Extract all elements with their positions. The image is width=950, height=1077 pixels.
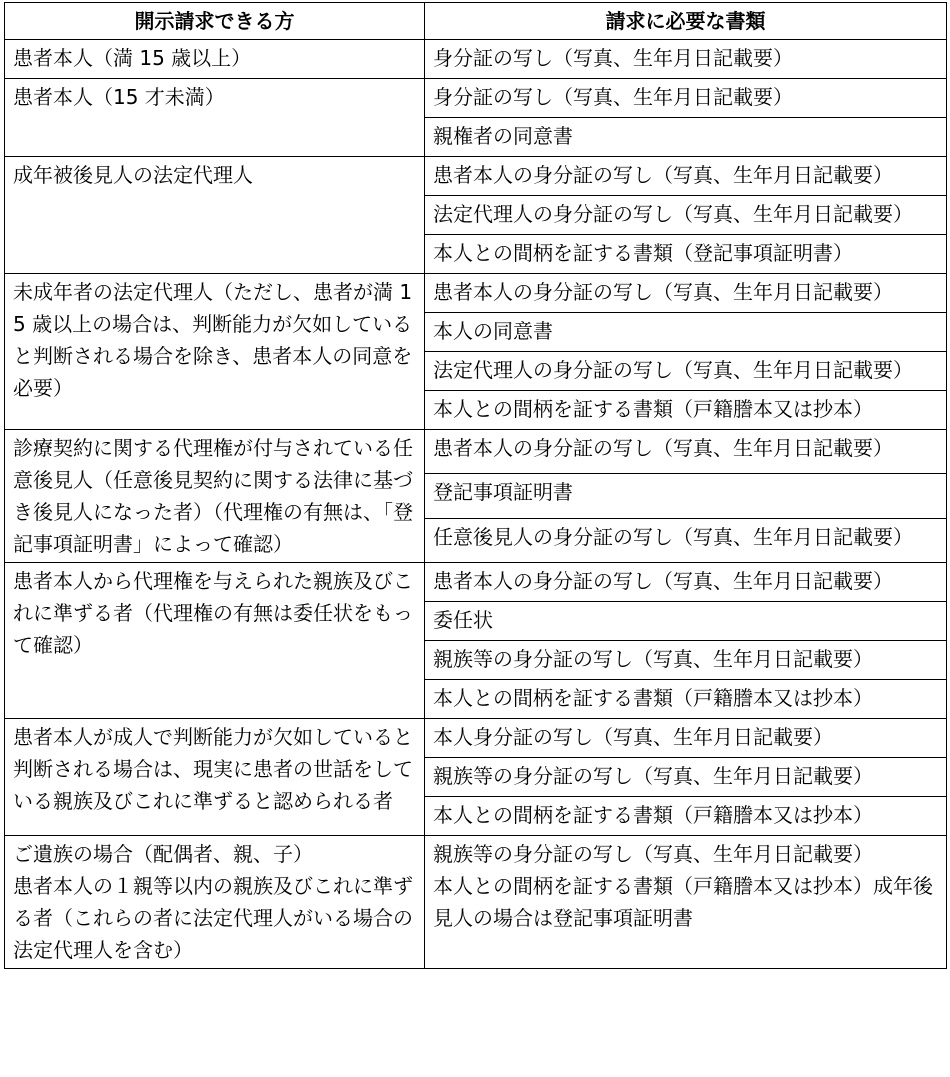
requester-line: 患者本人の１親等以内の親族及びこれに準ずる者（これらの者に法定代理人がいる場合の法定代理人を含む） bbox=[13, 874, 413, 962]
required-document-cell: 法定代理人の身分証の写し（写真、生年月日記載要） bbox=[425, 196, 947, 235]
header-documents: 請求に必要な書類 bbox=[425, 3, 947, 40]
disclosure-requirements-table bbox=[4, 2, 947, 969]
required-document-cell: 親族等の身分証の写し（写真、生年月日記載要） bbox=[425, 641, 947, 680]
requester-cell: 成年被後見人の法定代理人 bbox=[5, 157, 425, 274]
table-row bbox=[5, 430, 947, 474]
required-document-cell: 任意後見人の身分証の写し（写真、生年月日記載要） bbox=[425, 518, 947, 562]
required-document-cell: 本人との間柄を証する書類（登記事項証明書） bbox=[425, 235, 947, 274]
required-document-cell: 本人身分証の写し（写真、生年月日記載要） bbox=[425, 719, 947, 758]
requester-line: ご遺族の場合（配偶者、親、子） bbox=[13, 842, 313, 866]
table-row bbox=[5, 563, 947, 602]
required-document-line: 本人との間柄を証する書類（戸籍謄本又は抄本）成年後見人の場合は登記事項証明書 bbox=[433, 874, 933, 930]
required-document-cell: 身分証の写し（写真、生年月日記載要） bbox=[425, 79, 947, 118]
required-document-cell: 法定代理人の身分証の写し（写真、生年月日記載要） bbox=[425, 352, 947, 391]
table-row bbox=[5, 274, 947, 313]
requester-cell: 患者本人（15 才未満） bbox=[5, 79, 425, 157]
header-row bbox=[5, 3, 947, 40]
required-document-cell bbox=[425, 836, 947, 969]
requester-cell: 診療契約に関する代理権が付与されている任意後見人（任意後見契約に関する法律に基づき後見人になった者）（代理権の有無は、「登記事項証明書」によって確認） bbox=[5, 430, 425, 563]
required-document-cell: 登記事項証明書 bbox=[425, 474, 947, 518]
header-requester: 開示請求できる方 bbox=[5, 3, 425, 40]
required-document-cell: 親族等の身分証の写し（写真、生年月日記載要） bbox=[425, 758, 947, 797]
required-document-cell: 委任状 bbox=[425, 602, 947, 641]
requester-cell: 患者本人（満 15 歳以上） bbox=[5, 40, 425, 79]
required-document-cell: 患者本人の身分証の写し（写真、生年月日記載要） bbox=[425, 563, 947, 602]
required-document-cell: 本人との間柄を証する書類（戸籍謄本又は抄本） bbox=[425, 680, 947, 719]
table-row bbox=[5, 157, 947, 196]
required-document-cell: 本人との間柄を証する書類（戸籍謄本又は抄本） bbox=[425, 391, 947, 430]
requester-cell: 患者本人から代理権を与えられた親族及びこれに準ずる者（代理権の有無は委任状をもって確認） bbox=[5, 563, 425, 719]
requester-cell: 患者本人が成人で判断能力が欠如していると判断される場合は、現実に患者の世話をしている親族及びこれに準ずると認められる者 bbox=[5, 719, 425, 836]
required-document-cell: 患者本人の身分証の写し（写真、生年月日記載要） bbox=[425, 157, 947, 196]
required-document-cell: 患者本人の身分証の写し（写真、生年月日記載要） bbox=[425, 430, 947, 474]
required-document-cell: 本人の同意書 bbox=[425, 313, 947, 352]
table-row bbox=[5, 40, 947, 79]
table-row bbox=[5, 719, 947, 758]
table-row bbox=[5, 836, 947, 969]
required-document-cell: 身分証の写し（写真、生年月日記載要） bbox=[425, 40, 947, 79]
requester-cell: 未成年者の法定代理人（ただし、患者が満 15 歳以上の場合は、判断能力が欠如していると判断される場合を除き、患者本人の同意を必要） bbox=[5, 274, 425, 430]
required-document-cell: 親権者の同意書 bbox=[425, 118, 947, 157]
requester-cell bbox=[5, 836, 425, 969]
table-body bbox=[5, 40, 947, 969]
required-document-cell: 患者本人の身分証の写し（写真、生年月日記載要） bbox=[425, 274, 947, 313]
table-row bbox=[5, 79, 947, 118]
required-document-cell: 本人との間柄を証する書類（戸籍謄本又は抄本） bbox=[425, 797, 947, 836]
required-document-line: 親族等の身分証の写し（写真、生年月日記載要） bbox=[433, 842, 873, 866]
